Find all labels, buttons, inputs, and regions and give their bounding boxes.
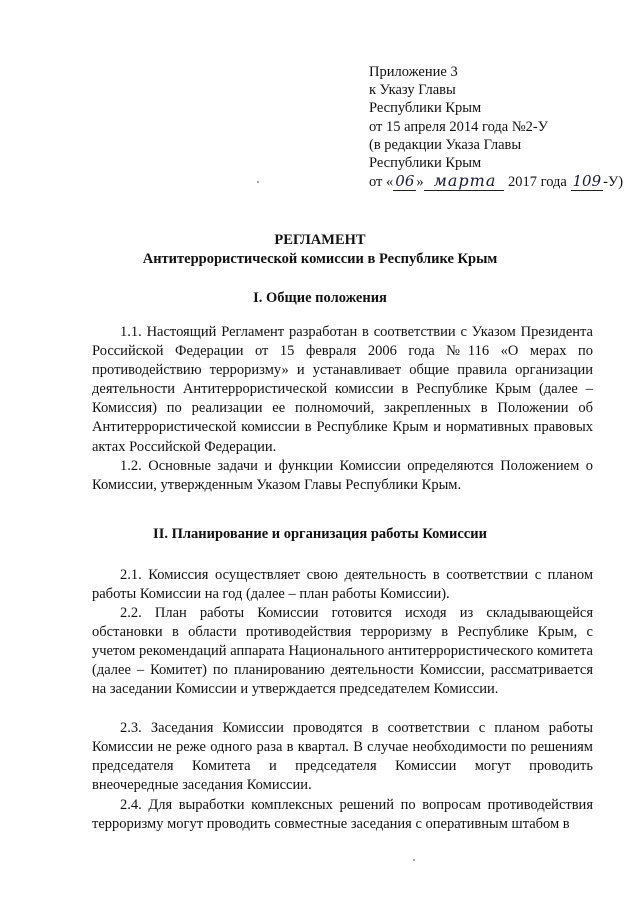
scan-speck xyxy=(413,859,415,861)
appendix-line: Приложение 3 xyxy=(369,64,458,80)
appendix-line: (в редакции Указа Главы xyxy=(369,136,522,153)
paragraph-text: 1.1. Настоящий Регламент разработан в соответствии с Указом Президента Российской Федерации от 15 февраля 2006 года №116 «О мерах по противодействию терроризму» и устанавливает общие правила организации деятельности Антитеррористической комиссии в Республике Крым (далее – Комиссия) по реализации ее полномочий, закрепленных в Положении об Антитеррористической комиссии в Республике Крым и нормативных правовых актах Российской Федерации. xyxy=(92,324,593,455)
appendix-line: Республики Крым xyxy=(369,100,482,117)
date-suffix: -У) xyxy=(603,174,624,191)
date-year: 2017 года xyxy=(508,174,567,191)
paragraph-2-4 xyxy=(92,796,593,834)
handwritten-month: марта xyxy=(424,171,505,191)
date-sep: » xyxy=(416,174,424,191)
section-2-heading: II. Планирование и организация работы Комиссии xyxy=(153,526,487,542)
document-title: РЕГЛАМЕНТ xyxy=(274,232,366,248)
scan-speck xyxy=(257,181,259,183)
amendment-date-line xyxy=(369,172,623,191)
paragraph-text: 2.4. Для выработки комплексных решений по вопросам противодействия терроризму могут проводить совместные заседания с оперативным штабом в xyxy=(92,797,593,833)
paragraph-2-3 xyxy=(92,719,593,795)
appendix-line: к Указу Главы xyxy=(369,82,456,99)
section-1-heading: I. Общие положения xyxy=(253,290,387,306)
date-prefix: от « xyxy=(369,174,394,191)
paragraph-text: 2.2. План работы Комиссии готовится исходя из складывающейся обстановки в области противодействия терроризму в Республике Крым, с учетом рекомендаций аппарата Национального антитеррористического комитета (далее – Комитет) по планированию деятельности Комиссии, рассматривается на заседании Комиссии и утверждается председателем Комиссии. xyxy=(92,605,593,698)
appendix-line: от 15 апреля 2014 года №2-У xyxy=(369,118,549,135)
document-subtitle: Антитеррористической комиссии в Республике Крым xyxy=(142,251,498,267)
paragraph-1-2 xyxy=(92,457,593,495)
paragraph-2-1 xyxy=(92,566,593,604)
paragraph-text: 2.3. Заседания Комиссии проводятся в соответствии с планом работы Комиссии не реже одного раза в квартал. В случае необходимости по решениям председателя Комитета и председателя Комиссии могут проводить внеочередные заседания Комиссии. xyxy=(92,720,593,794)
paragraph-2-2 xyxy=(92,604,593,699)
paragraph-1-1 xyxy=(92,323,593,457)
appendix-line: Республики Крым xyxy=(369,155,482,172)
paragraph-text: 2.1. Комиссия осуществляет свою деятельность в соответствии с планом работы Комиссии на год (далее – план работы Комиссии). xyxy=(92,567,593,603)
appendix-block xyxy=(369,63,623,191)
handwritten-day: 06 xyxy=(395,172,415,191)
paragraph-text: 1.2. Основные задачи и функции Комиссии определяются Положением о Комиссии, утвержденным Указом Главы Республики Крым. xyxy=(92,458,593,494)
handwritten-decree-number: 109 xyxy=(572,172,602,191)
